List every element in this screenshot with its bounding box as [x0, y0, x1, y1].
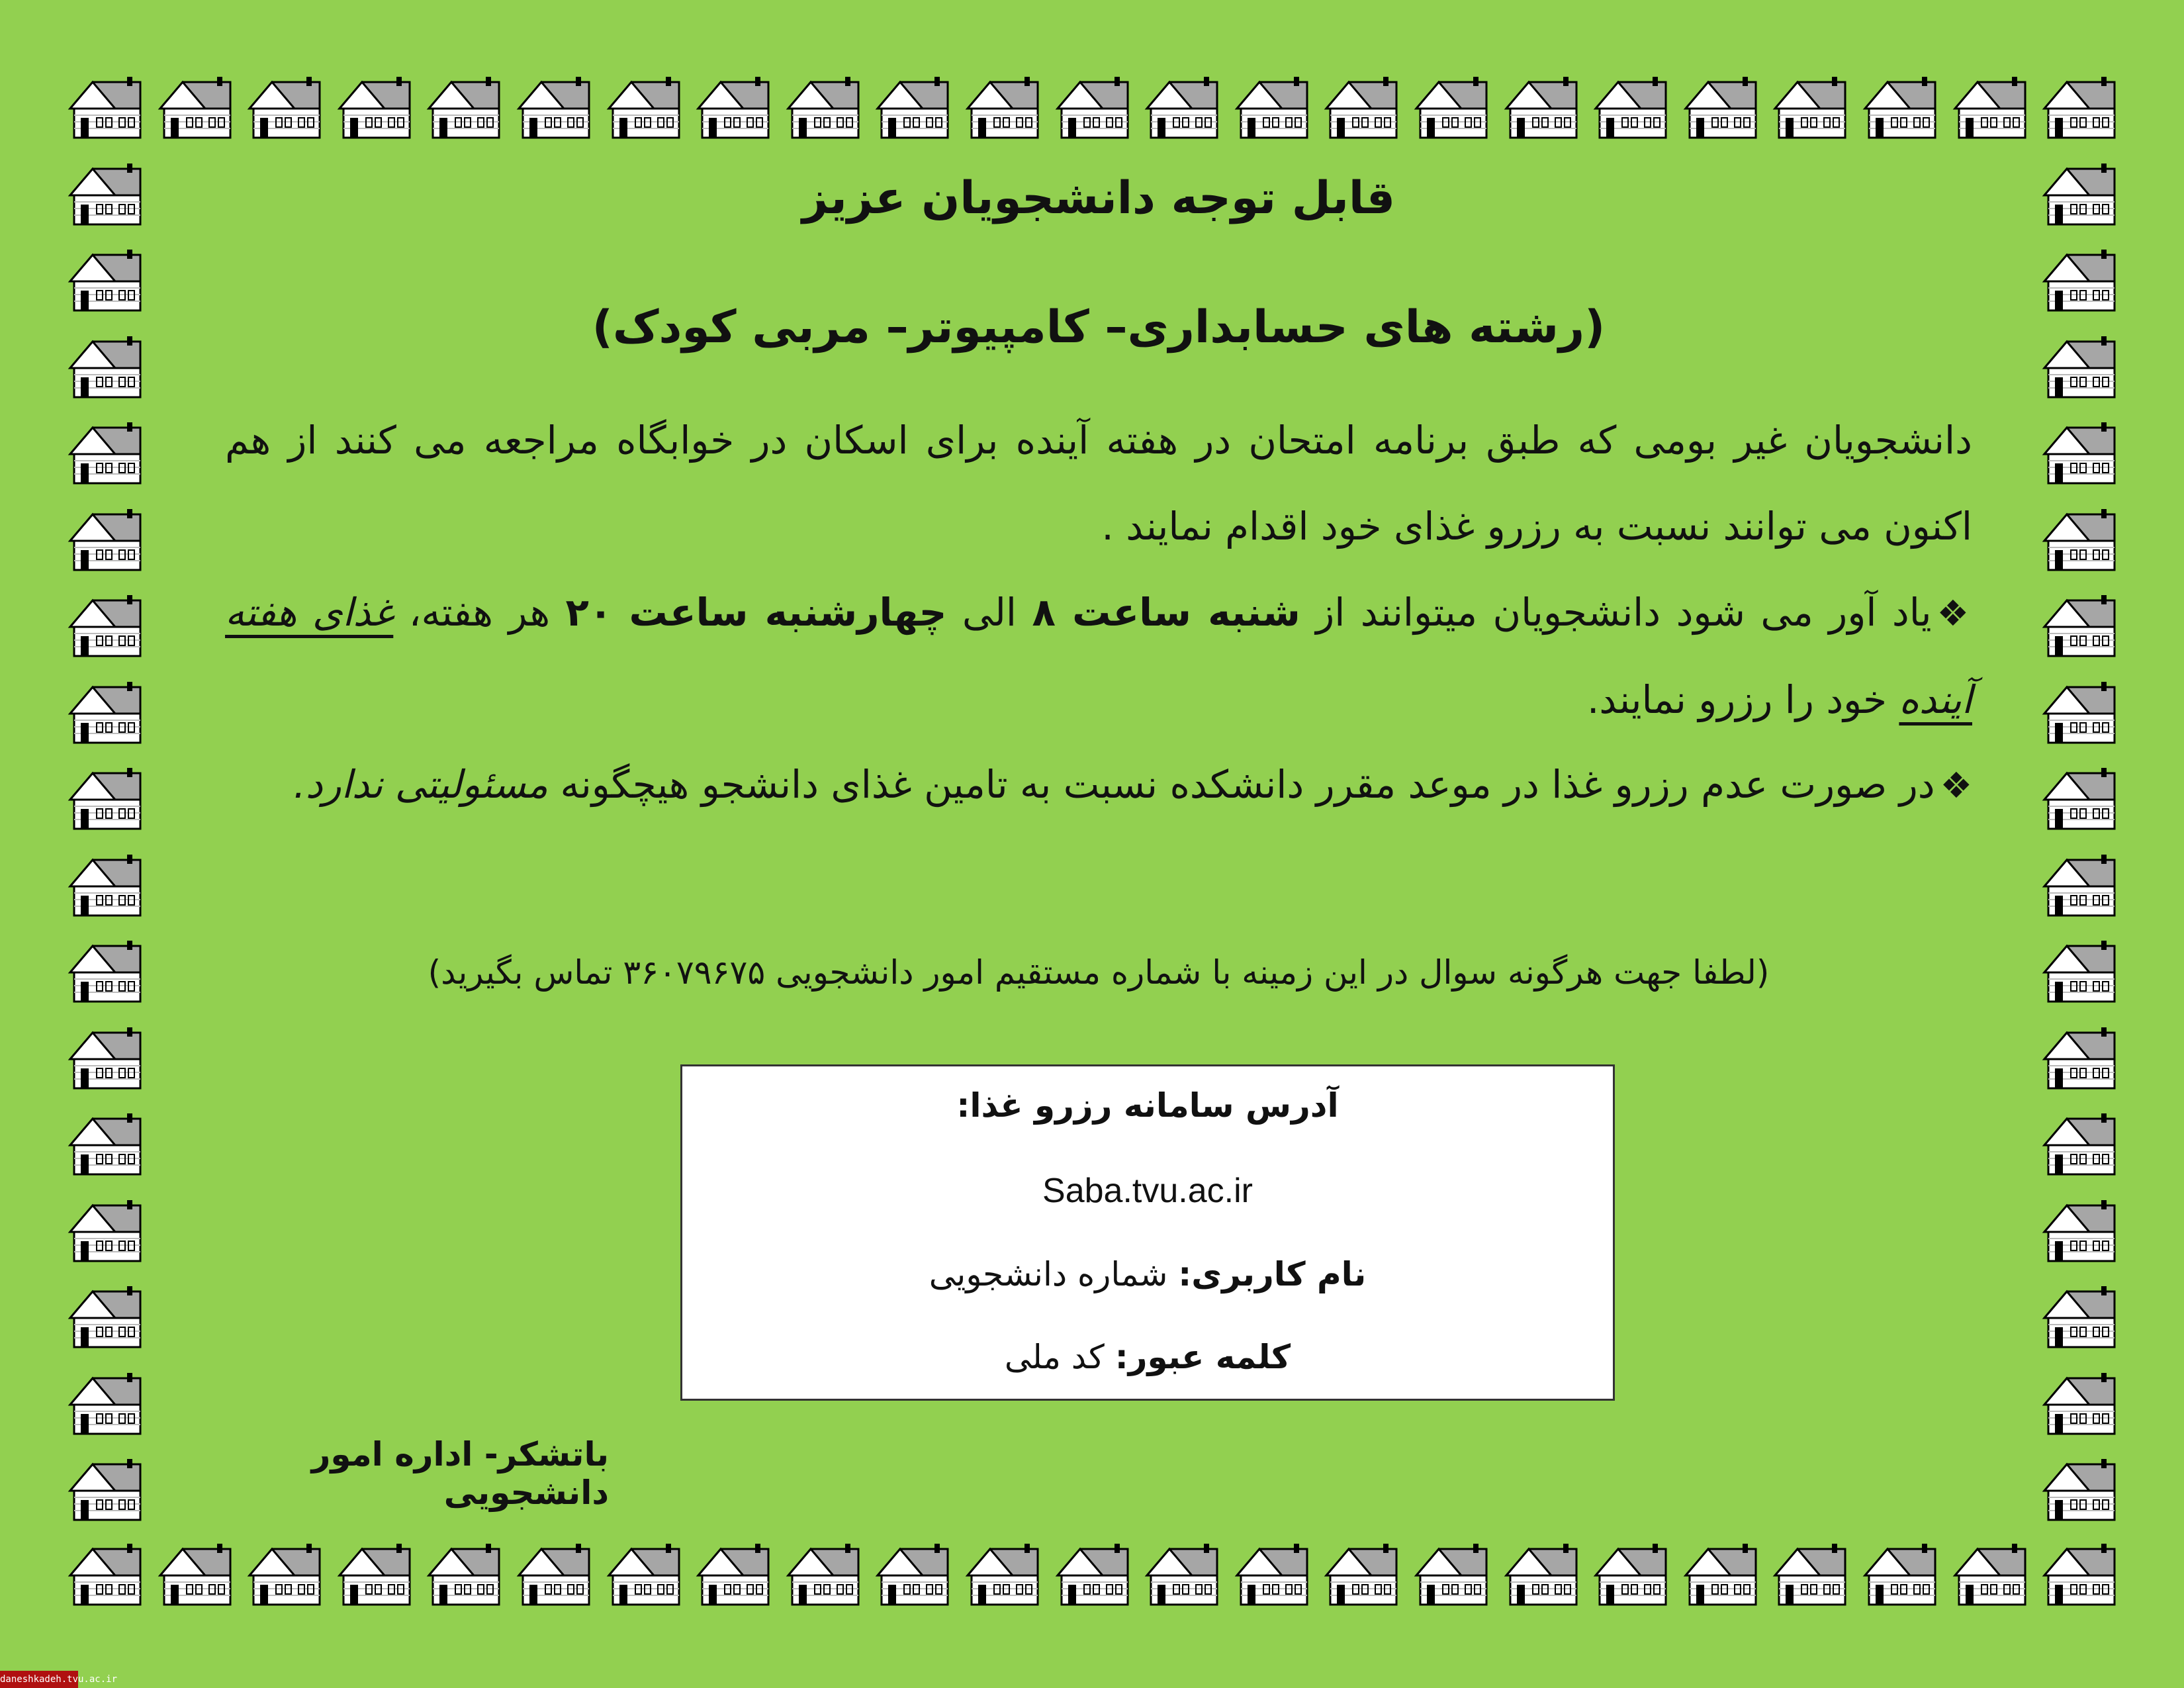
house-icon [1502, 74, 1580, 140]
house-icon [2040, 74, 2118, 140]
bullet1-end-time: چهارشنبه ساعت ۲۰ [565, 590, 947, 635]
bullet1-text-b: الی [946, 590, 1032, 635]
house-icon [1951, 1541, 2029, 1607]
house-icon [246, 74, 324, 140]
house-icon [66, 1197, 144, 1264]
bullet-reservation-time [225, 569, 1972, 743]
password-label: کلمه عبور: [1115, 1338, 1291, 1376]
house-icon [66, 1541, 144, 1607]
house-icon [784, 74, 862, 140]
house-icon [66, 334, 144, 400]
house-icon [66, 247, 144, 313]
house-icon [1682, 74, 1760, 140]
house-icon [874, 74, 952, 140]
diamond-bullet-icon: ❖ [1940, 765, 1972, 806]
house-icon [1233, 1541, 1311, 1607]
diamond-bullet-icon: ❖ [1936, 592, 1972, 634]
house-icon [2040, 1541, 2118, 1607]
signature: باتشکر- اداره امور دانشجویی [311, 1435, 609, 1512]
house-icon [1592, 1541, 1670, 1607]
house-icon [694, 74, 772, 140]
house-icon [336, 1541, 414, 1607]
password-value: کد ملی [1004, 1338, 1115, 1376]
house-icon [2040, 420, 2118, 486]
house-icon [1054, 1541, 1132, 1607]
house-icon [66, 420, 144, 486]
house-icon [425, 74, 503, 140]
house-icon [2040, 1456, 2118, 1523]
username-label: نام کاربری: [1178, 1255, 1367, 1293]
house-icon [425, 1541, 503, 1607]
house-icon [2040, 592, 2118, 659]
bullet1-text-a: یاد آور می شود دانشجویان میتوانند از [1300, 590, 1932, 635]
house-icon [1412, 74, 1490, 140]
house-icon [2040, 679, 2118, 745]
password-line [682, 1338, 1613, 1376]
house-icon [2040, 1370, 2118, 1436]
house-icon [1861, 74, 1939, 140]
house-icon [1861, 1541, 1939, 1607]
house-icon [1412, 1541, 1490, 1607]
house-icon [1054, 74, 1132, 140]
house-icon [2040, 1197, 2118, 1264]
house-icon [2040, 334, 2118, 400]
house-icon [66, 938, 144, 1004]
house-icon [66, 765, 144, 831]
reservation-info-box [680, 1064, 1615, 1401]
house-icon [1143, 1541, 1221, 1607]
house-icon [515, 1541, 593, 1607]
house-icon [1322, 1541, 1400, 1607]
house-icon [1143, 74, 1221, 140]
house-icon [784, 1541, 862, 1607]
house-icon [336, 74, 414, 140]
username-line [682, 1255, 1613, 1293]
bullet1-text-d: خود را رزرو نمایند. [1586, 677, 1899, 722]
house-icon [1771, 74, 1849, 140]
house-icon [964, 1541, 1042, 1607]
house-icon [246, 1541, 324, 1607]
house-icon [2040, 1111, 2118, 1177]
house-icon [66, 1456, 144, 1523]
house-icon [1502, 1541, 1580, 1607]
house-icon [515, 74, 593, 140]
house-icon [66, 592, 144, 659]
username-value: شماره دانشجویی [929, 1255, 1179, 1293]
house-icon [2040, 161, 2118, 227]
house-icon [2040, 765, 2118, 831]
bullet-responsibility [225, 741, 1972, 829]
notice-subtitle: (رشته های حسابداری– کامپیوتر– مربی کودک) [592, 301, 1606, 353]
house-icon [66, 506, 144, 573]
info-box-heading: آدرس سامانه رزرو غذا: [956, 1086, 1339, 1125]
house-icon [66, 1284, 144, 1350]
house-icon [1682, 1541, 1760, 1607]
bullet1-start-time: شنبه ساعت ۸ [1032, 590, 1300, 635]
house-icon [2040, 247, 2118, 313]
house-icon [2040, 506, 2118, 573]
house-icon [2040, 852, 2118, 918]
house-icon [1771, 1541, 1849, 1607]
bullet1-next-week-meal: غذای هفته آینده [225, 590, 1972, 722]
house-icon [1951, 74, 2029, 140]
house-icon [874, 1541, 952, 1607]
house-icon [2040, 938, 2118, 1004]
bullet1-text-c: هر هفته، [393, 590, 566, 635]
house-icon [66, 852, 144, 918]
contact-line: (لطفا جهت هرگونه سوال در این زمینه با شماره مستقیم امور دانشجویی ۳۶۰۷۹۶۷۵ تماس بگیرید) [428, 953, 1770, 992]
house-icon [156, 1541, 234, 1607]
house-icon [1322, 74, 1400, 140]
house-icon [605, 1541, 683, 1607]
house-icon [66, 1370, 144, 1436]
watermark: daneshkadeh.tvu.ac.ir [0, 1671, 78, 1688]
house-icon [964, 74, 1042, 140]
house-icon [66, 1025, 144, 1091]
intro-paragraph: دانشجویان غیر بومی که طبق برنامه امتحان در هفته آینده برای اسکان در خوابگاه مراجعه می کنند از هم اکنون می توانند نسبت به رزرو غذای خود اقدام نمایند . [225, 418, 1972, 549]
bullet2-italic: مسئولیتی ندارد. [293, 762, 549, 807]
notice-title: قابل توجه دانشجویان عزیز [802, 172, 1395, 224]
house-icon [156, 74, 234, 140]
bullet2-text: در صورت عدم رزرو غذا در موعد مقرر دانشکده نسبت به تامین غذای دانشجو هیچگونه [548, 762, 1935, 807]
house-icon [66, 74, 144, 140]
house-icon [605, 74, 683, 140]
reservation-site-url[interactable]: Saba.tvu.ac.ir [1042, 1172, 1253, 1210]
house-icon [2040, 1284, 2118, 1350]
house-icon [694, 1541, 772, 1607]
house-icon [66, 161, 144, 227]
house-icon [66, 679, 144, 745]
house-icon [1233, 74, 1311, 140]
house-icon [66, 1111, 144, 1177]
house-icon [2040, 1025, 2118, 1091]
house-icon [1592, 74, 1670, 140]
